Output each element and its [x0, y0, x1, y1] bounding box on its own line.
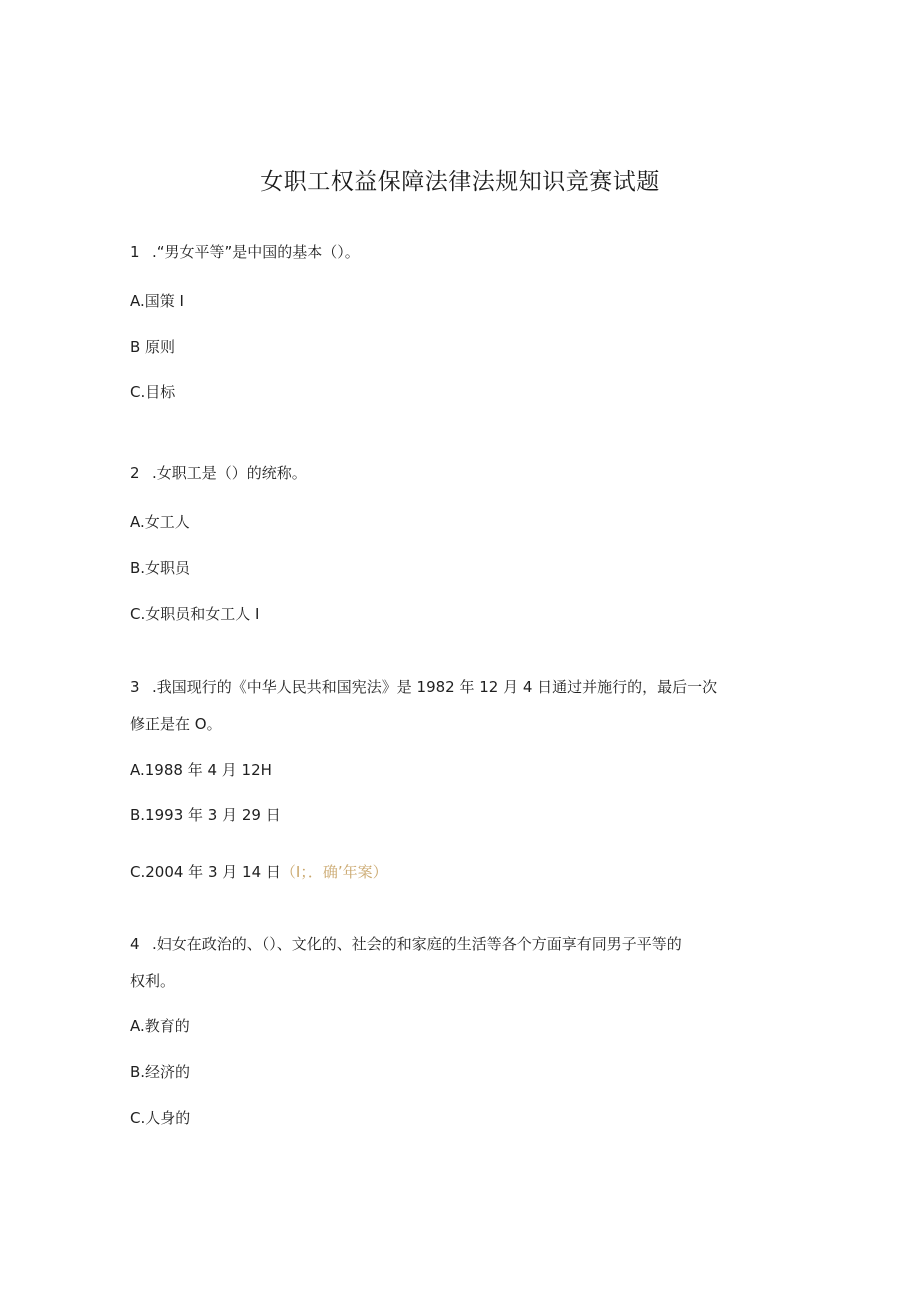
option-text: C.2004 年 3 月 14 日 — [130, 863, 281, 881]
question-1-stem — [130, 242, 360, 262]
question-number: 2 — [130, 464, 140, 482]
question-1-option-b: B 原则 — [130, 338, 176, 356]
question-3-option-c — [130, 862, 388, 882]
question-text: .妇女在政治的、（）、文化的、社会的和家庭的生活等各个方面享有同男子平等的 — [152, 935, 682, 953]
question-4-option-c: C.人身的 — [130, 1109, 191, 1127]
question-text: .“男女平等”是中国的基本（）。 — [152, 243, 360, 261]
question-number: 4 — [130, 935, 140, 953]
question-2-option-a: A.女工人 — [130, 513, 190, 531]
question-text: .我国现行的《中华人民共和国宪法》是 1982 年 12 月 4 日通过并施行的，最后一次 — [152, 678, 718, 696]
question-2-stem — [130, 463, 307, 483]
question-1-option-c: C.目标 — [130, 383, 176, 401]
question-2-option-c: C.女职员和女工人 I — [130, 605, 260, 623]
question-3-stem-continued: 修正是在 O。 — [130, 715, 222, 733]
question-4-option-a: A.教育的 — [130, 1017, 190, 1035]
question-4-stem-continued: 权利。 — [130, 972, 176, 990]
question-number: 3 — [130, 678, 140, 696]
question-1-option-a: A.国策 I — [130, 292, 184, 310]
question-4-stem — [130, 934, 682, 954]
question-3-option-b: B.1993 年 3 月 29 日 — [130, 806, 281, 824]
question-number: 1 — [130, 243, 140, 261]
page-title: 女职工权益保障法律法规知识竞赛试题 — [260, 169, 660, 195]
question-4-option-b: B.经济的 — [130, 1063, 191, 1081]
question-2-option-b: B.女职员 — [130, 559, 191, 577]
question-3-option-a: A.1988 年 4 月 12H — [130, 761, 272, 779]
answer-annotation: （I；．确’年案） — [280, 863, 388, 881]
question-text: .女职工是（）的统称。 — [152, 464, 307, 482]
question-3-stem — [130, 677, 717, 697]
